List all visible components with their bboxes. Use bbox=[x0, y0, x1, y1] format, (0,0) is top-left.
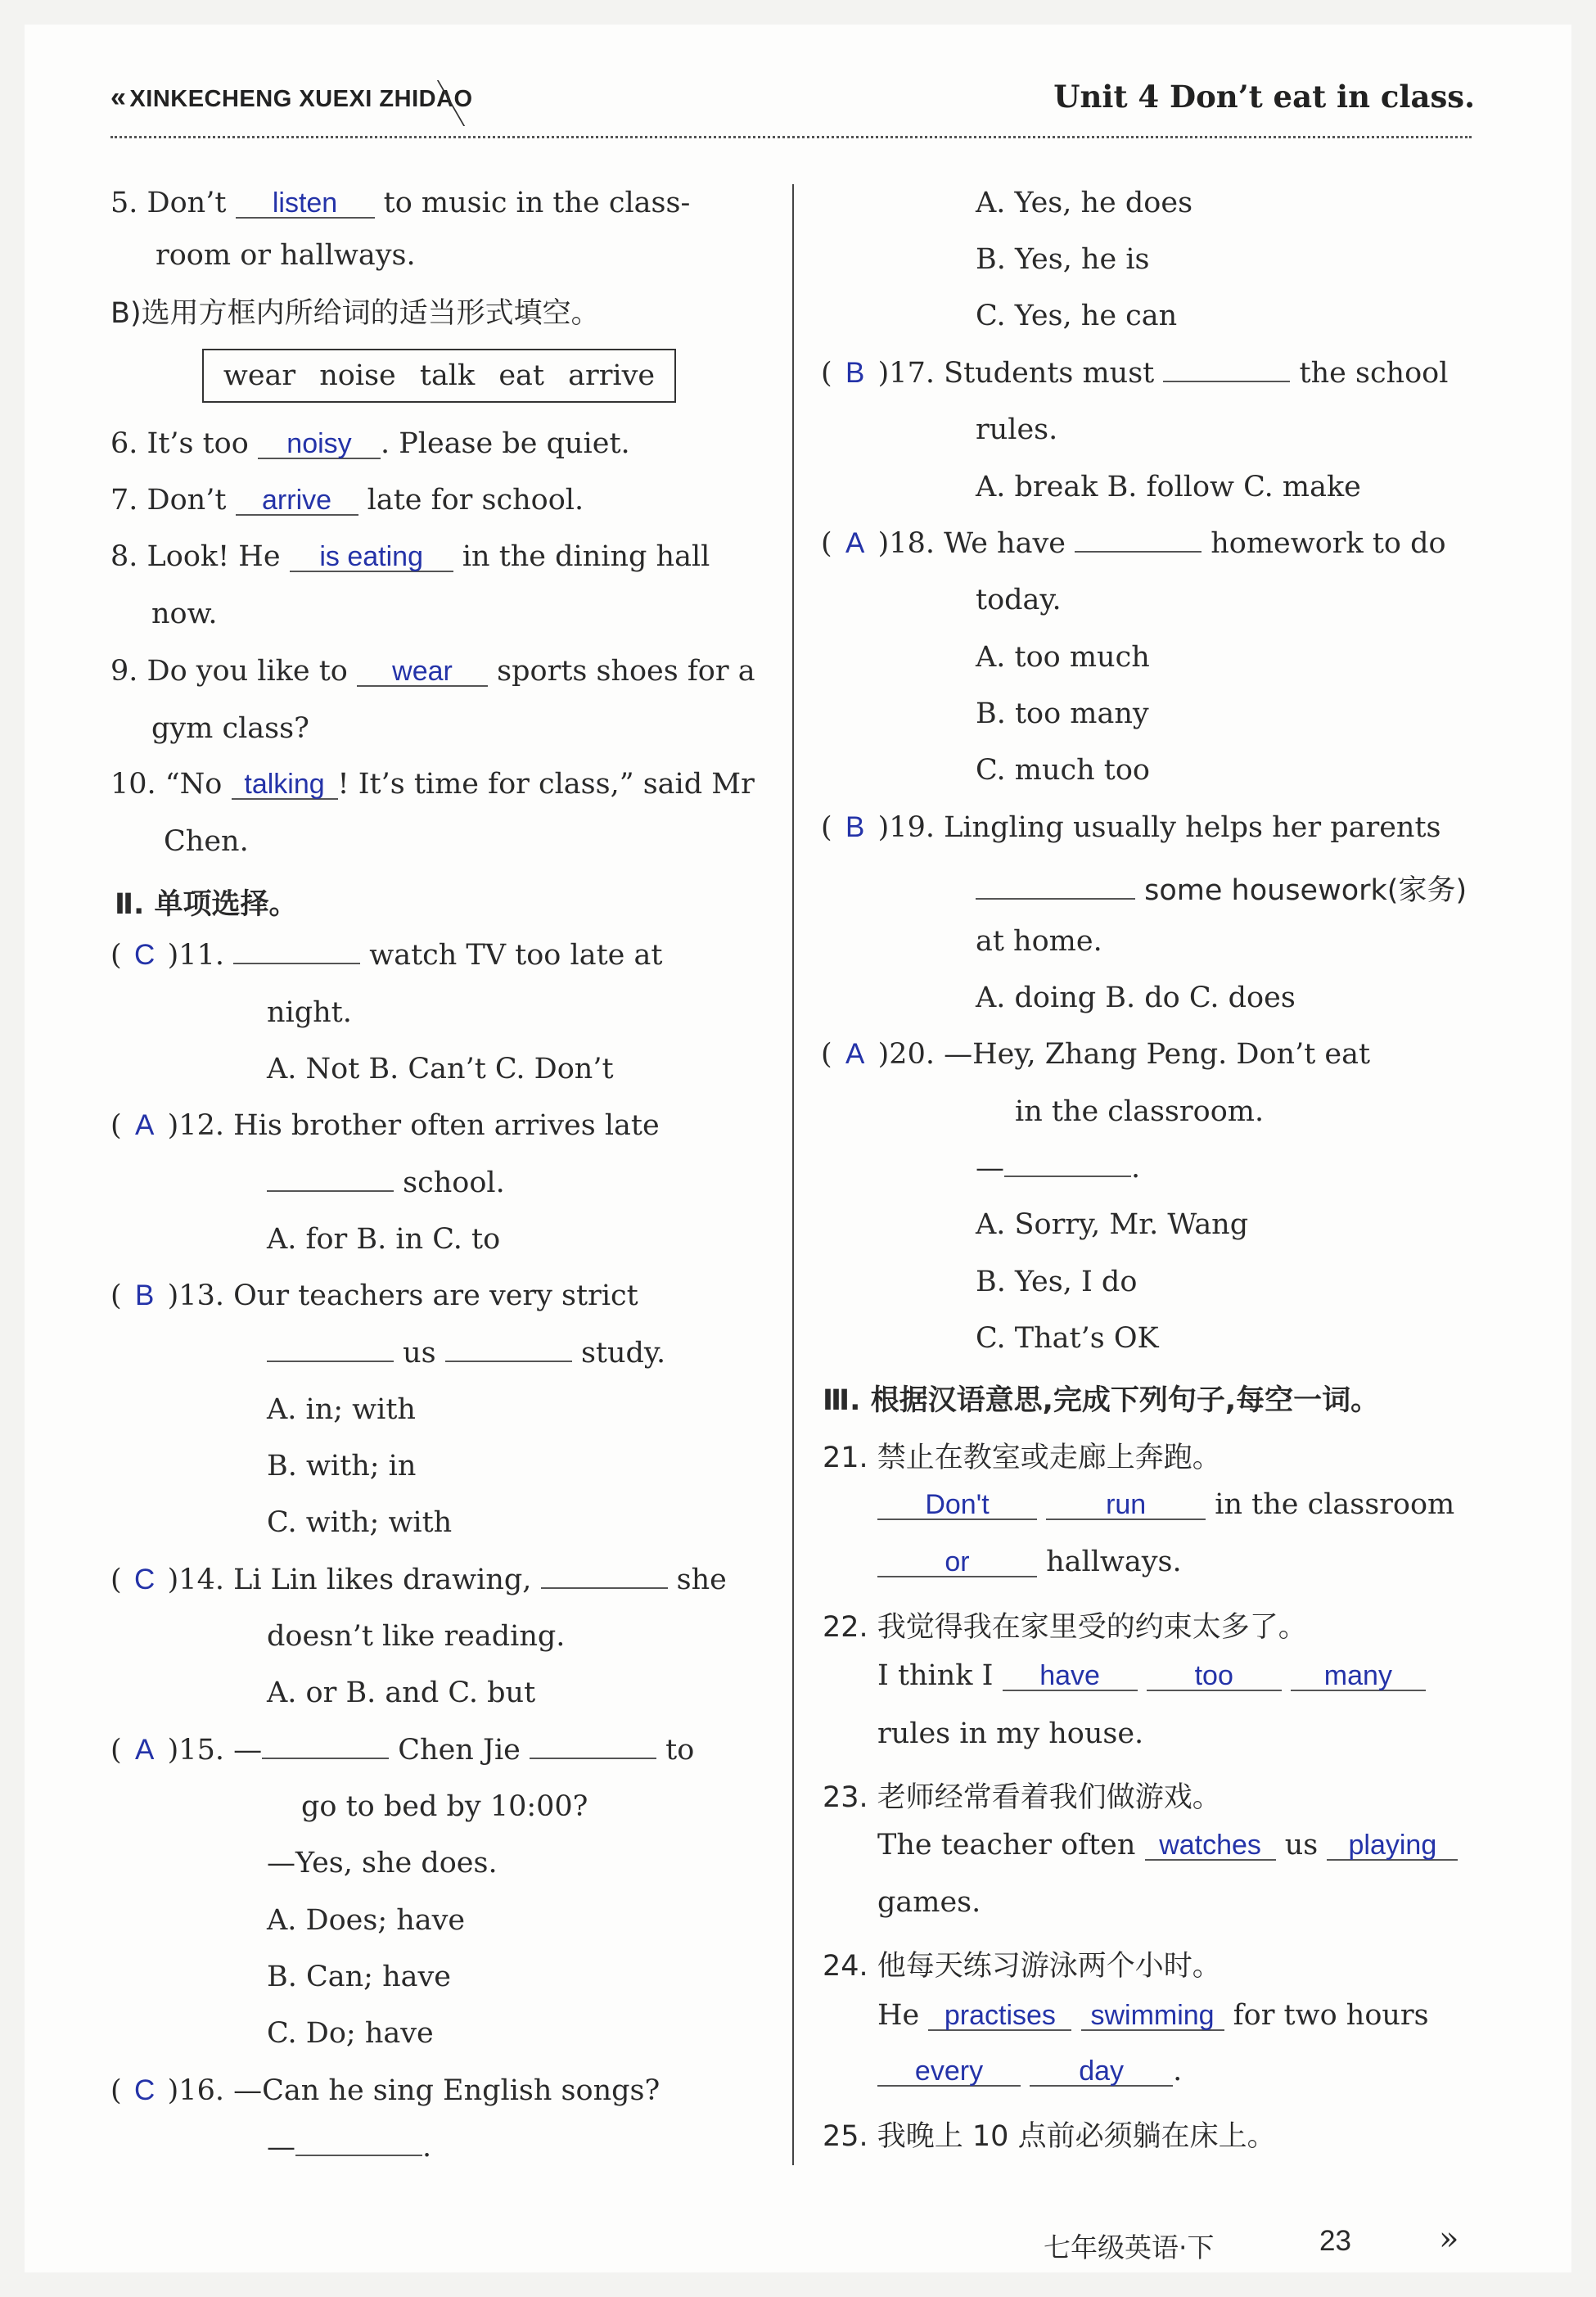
question-11-cont: night. bbox=[267, 996, 352, 1029]
answer-q16: C bbox=[134, 2074, 156, 2106]
footer-book-title: 七年级英语·下 bbox=[1044, 2232, 1215, 2263]
question-7: 7. Don’t arrive late for school. bbox=[110, 484, 584, 517]
question-18-option-b: B. too many bbox=[976, 697, 1149, 730]
question-8-line2: now. bbox=[151, 598, 218, 630]
question-12-cont: school. bbox=[267, 1167, 505, 1199]
answer-q24-3: every bbox=[877, 2057, 1021, 2087]
question-17-cont: rules. bbox=[976, 413, 1058, 446]
answer-q17: B bbox=[845, 357, 865, 389]
double-chevron-right-icon: » bbox=[1439, 2220, 1459, 2258]
answer-q9: wear bbox=[357, 657, 488, 687]
question-22-chinese: 22. 我觉得我在家里受的约束太多了。 bbox=[823, 1611, 1307, 1644]
answer-q6: noisy bbox=[258, 430, 381, 459]
question-14-cont: doesn’t like reading. bbox=[267, 1620, 566, 1653]
answer-q21-1: Don't bbox=[877, 1491, 1037, 1520]
unit-title: Unit 4 Don’t eat in class. bbox=[1053, 79, 1475, 115]
question-20-reply: — . bbox=[976, 1152, 1141, 1185]
question-18-option-a: A. too much bbox=[976, 641, 1150, 674]
question-20-option-a: A. Sorry, Mr. Wang bbox=[976, 1208, 1249, 1241]
question-16-reply: — . bbox=[267, 2131, 432, 2164]
question-22-line1: I think I have too many bbox=[877, 1659, 1426, 1692]
answer-q19: B bbox=[845, 811, 865, 843]
question-13-cont: us study. bbox=[267, 1337, 665, 1370]
question-21-line2: or hallways. bbox=[877, 1546, 1182, 1578]
question-11-options: A. Not B. Can’t C. Don’t bbox=[267, 1053, 614, 1085]
question-11: ( C )11. watch TV too late at bbox=[110, 939, 663, 972]
question-15-option-a: A. Does; have bbox=[267, 1904, 466, 1937]
question-21-chinese: 21. 禁止在教室或走廊上奔跑。 bbox=[823, 1442, 1221, 1474]
question-17-options: A. break B. follow C. make bbox=[976, 471, 1361, 503]
answer-q24-2: swimming bbox=[1081, 2001, 1224, 2031]
question-12-options: A. for B. in C. to bbox=[267, 1223, 501, 1256]
question-23-line2: games. bbox=[877, 1886, 981, 1919]
question-20: ( A )20. —Hey, Zhang Peng. Don’t eat bbox=[821, 1038, 1371, 1071]
question-18-option-c: C. much too bbox=[976, 754, 1150, 787]
question-21-line1: Don't run in the classroom bbox=[877, 1488, 1454, 1521]
question-13: ( B )13. Our teachers are very strict bbox=[110, 1279, 638, 1312]
answer-q22-3: many bbox=[1291, 1662, 1426, 1691]
question-23-chinese: 23. 老师经常看着我们做游戏。 bbox=[823, 1781, 1221, 1814]
answer-q10: talking bbox=[232, 770, 338, 800]
series-title: « XINKECHENG XUEXI ZHIDAO bbox=[110, 82, 473, 113]
question-10-line1: 10. “No talking ! It’s time for class,” said Mr bbox=[110, 768, 755, 801]
header-dotted-rule bbox=[110, 136, 1472, 138]
answer-q12: A bbox=[134, 1109, 155, 1141]
answer-q11: C bbox=[134, 939, 156, 971]
question-15: ( A )15. — Chen Jie to bbox=[110, 1734, 695, 1767]
question-20-option-b: B. Yes, I do bbox=[976, 1266, 1138, 1298]
double-chevron-left-icon: « bbox=[110, 82, 127, 113]
question-14-options: A. or B. and C. but bbox=[267, 1676, 536, 1709]
question-16-option-b: B. Yes, he is bbox=[976, 243, 1150, 276]
question-20-option-c: C. That’s OK bbox=[976, 1322, 1159, 1355]
answer-q8: is eating bbox=[290, 543, 453, 572]
question-20-cont: in the classroom. bbox=[1015, 1095, 1265, 1128]
question-23-line1: The teacher often watches us playing bbox=[877, 1829, 1458, 1862]
question-24-chinese: 24. 他每天练习游泳两个小时。 bbox=[823, 1950, 1221, 1983]
question-13-option-a: A. in; with bbox=[267, 1393, 416, 1426]
section-b-title: B)选用方框内所给词的适当形式填空。 bbox=[110, 297, 600, 330]
answer-q21-3: or bbox=[877, 1548, 1037, 1577]
column-divider bbox=[792, 184, 794, 2165]
answer-q18: A bbox=[845, 527, 865, 559]
question-15-option-b: B. Can; have bbox=[267, 1961, 451, 1993]
answer-q24-4: day bbox=[1030, 2057, 1173, 2087]
answer-q24-1: practises bbox=[928, 2001, 1071, 2031]
question-10-line2: Chen. bbox=[164, 825, 249, 858]
question-13-option-c: C. with; with bbox=[267, 1506, 453, 1539]
question-12: ( A )12. His brother often arrives late bbox=[110, 1109, 660, 1142]
answer-q21-2: run bbox=[1046, 1491, 1206, 1520]
question-9-line2: gym class? bbox=[151, 712, 309, 745]
question-18-cont: today. bbox=[976, 584, 1062, 616]
question-16-option-c: C. Yes, he can bbox=[976, 300, 1178, 332]
answer-q15: A bbox=[134, 1734, 155, 1766]
question-14: ( C )14. Li Lin likes drawing, she bbox=[110, 1564, 727, 1596]
page-number: 23 bbox=[1319, 2225, 1351, 2257]
question-5-line2: room or hallways. bbox=[156, 239, 416, 272]
question-24-line2: every day . bbox=[877, 2055, 1182, 2087]
answer-q7: arrive bbox=[236, 486, 358, 516]
answer-q22-2: too bbox=[1147, 1662, 1282, 1691]
question-19-options: A. doing B. do C. does bbox=[976, 982, 1296, 1014]
question-24-line1: He practises swimming for two hours bbox=[877, 1999, 1429, 2032]
section-3-title: Ⅲ. 根据汉语意思,完成下列句子,每空一词。 bbox=[823, 1384, 1380, 1417]
question-15-cont: go to bed by 10:00? bbox=[301, 1790, 588, 1823]
answer-q14: C bbox=[134, 1564, 156, 1595]
answer-q23-1: watches bbox=[1145, 1831, 1276, 1861]
question-9-line1: 9. Do you like to wear sports shoes for a bbox=[110, 655, 755, 688]
question-22-line2: rules in my house. bbox=[877, 1717, 1144, 1750]
question-25-chinese: 25. 我晚上 10 点前必须躺在床上。 bbox=[823, 2120, 1276, 2153]
question-15-option-c: C. Do; have bbox=[267, 2017, 434, 2050]
word-box: wear noise talk eat arrive bbox=[202, 349, 676, 403]
question-8-line1: 8. Look! He is eating in the dining hall bbox=[110, 540, 710, 573]
answer-q13: B bbox=[134, 1279, 155, 1311]
question-16: ( C )16. —Can he sing English songs? bbox=[110, 2074, 660, 2107]
question-5-line1: 5. Don’t listen to music in the class- bbox=[110, 187, 691, 219]
section-2-title: Ⅱ. 单项选择。 bbox=[115, 888, 298, 921]
question-17: ( B )17. Students must the school bbox=[821, 357, 1449, 390]
answer-q5: listen bbox=[236, 189, 375, 219]
question-18: ( A )18. We have homework to do bbox=[821, 527, 1446, 560]
question-19-cont2: at home. bbox=[976, 925, 1102, 958]
question-15-reply: —Yes, she does. bbox=[267, 1847, 498, 1880]
answer-q23-2: playing bbox=[1327, 1831, 1458, 1861]
question-16-option-a: A. Yes, he does bbox=[976, 187, 1193, 219]
question-6: 6. It’s too noisy . Please be quiet. bbox=[110, 427, 630, 460]
question-19: ( B )19. Lingling usually helps her parents bbox=[821, 811, 1441, 844]
question-19-cont: some housework(家务) bbox=[976, 868, 1467, 909]
answer-q22-1: have bbox=[1003, 1662, 1138, 1691]
answer-q20: A bbox=[845, 1038, 865, 1070]
question-13-option-b: B. with; in bbox=[267, 1450, 417, 1482]
